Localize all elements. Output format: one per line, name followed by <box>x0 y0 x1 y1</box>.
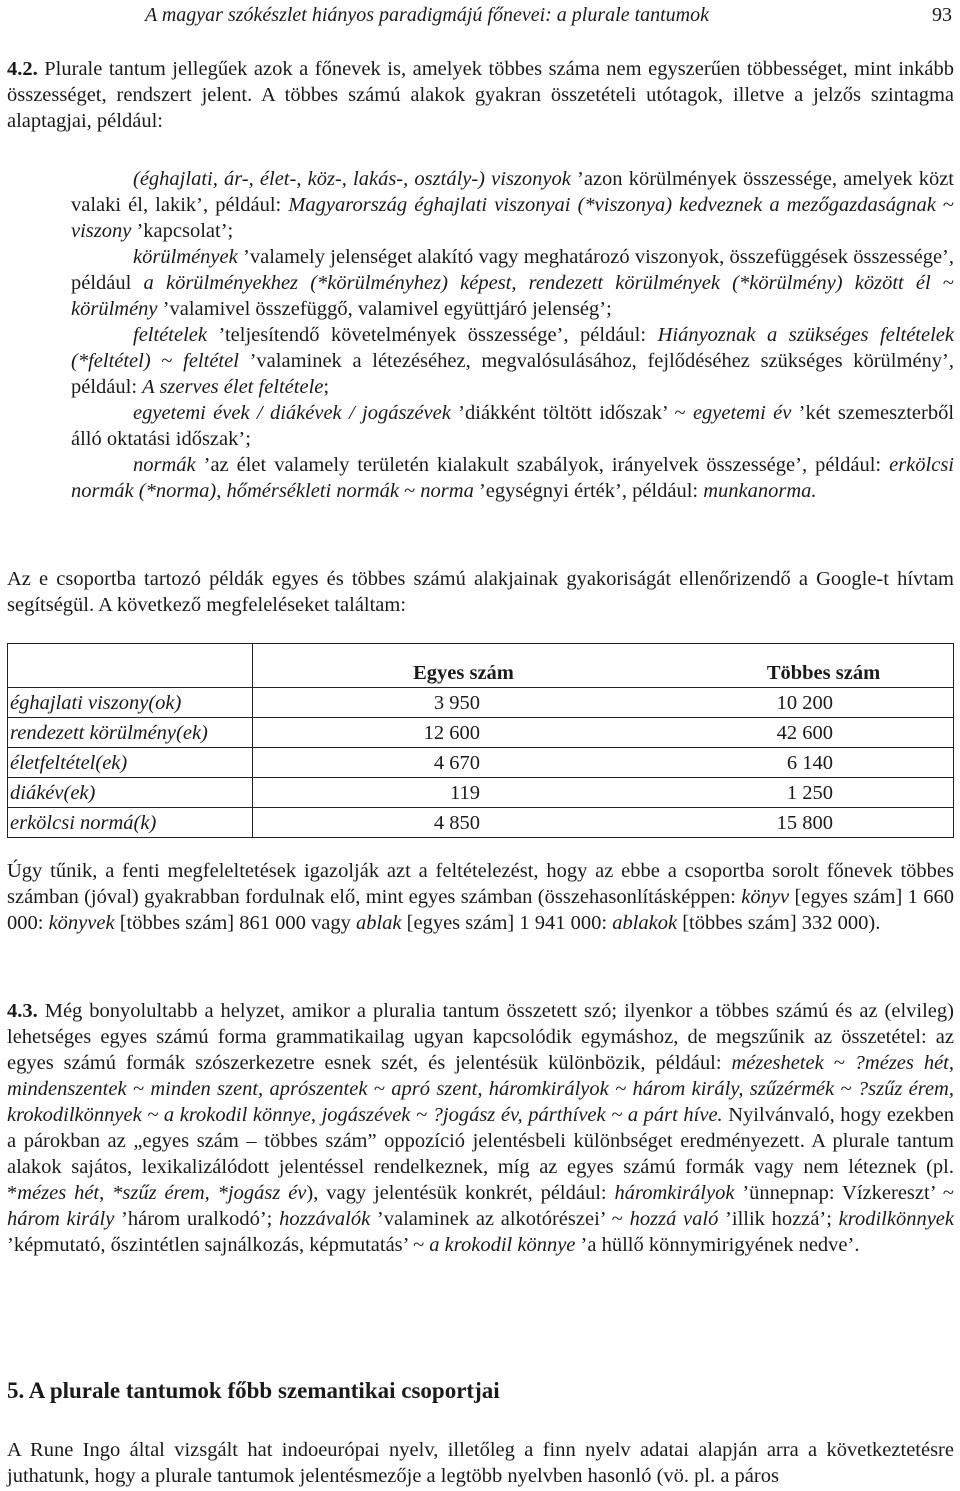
table-spacer-row <box>8 644 954 659</box>
entry-text: ’egységnyi érték’, például: <box>473 480 704 502</box>
entry-headword: egyetemi évek / diákévek / jogászévek <box>133 402 451 424</box>
table-header-row <box>8 658 954 688</box>
list-item <box>71 400 954 452</box>
table-cell-term: diákév(ek) <box>8 778 253 808</box>
entry-text: ’teljesítendő követelmények összessége’, például: <box>206 324 658 346</box>
entry-example: Hiányoznak a szükséges feltételek (*feltétel) <box>71 324 954 372</box>
google-paragraph: Az e csoportba tartozó példák egyes és többes számú alakjainak gyakoriságát ellenőrizendő a Google-t hívtam segítségül. A következő megfeleléseket találtam: <box>7 568 954 616</box>
table-cell-plural: 15 800 <box>656 808 954 838</box>
table-row <box>8 688 954 718</box>
section-number: 4.3. <box>7 1000 38 1022</box>
entry-example: viszony <box>71 220 132 242</box>
section-4-2-paragraph <box>7 56 954 134</box>
table-header-plural: Többes szám <box>766 661 881 684</box>
entry-example: a körülményekhez (*körülményhez) képest, rendezett körülmények (*körülmény) között él <box>143 272 931 294</box>
section-number: 4.2. <box>7 58 38 80</box>
table-cell-term: erkölcsi normá(k) <box>8 808 253 838</box>
table-cell-singular: 12 600 <box>253 718 657 748</box>
table-header-cell <box>8 658 253 688</box>
entry-text: ’azon körülmények összessége, amelyek közt valaki él, lakik’, például: <box>71 168 954 216</box>
section-5-paragraph: A Rune Ingo által vizsgált hat indoeurópai nyelv, illetőleg a finn nyelv adatai alapján arra a következtetésre juthatunk, hogy a plurale tantumok jelentésmezője a legtöbb nyelvben hasonló (vö. pl. a páros <box>7 1439 954 1487</box>
entry-text: ~ <box>930 272 954 294</box>
entry-text: ~ <box>150 350 184 372</box>
entry-text: ’valaminek a létezéséhez, megvalósulásához, fejlődéséhez szükséges körülmény’, például: <box>71 350 954 398</box>
entry-headword: körülmények <box>133 246 238 268</box>
entry-headword: (éghajlati, ár-, élet-, köz-, lakás-, osztály-) viszonyok <box>133 168 571 190</box>
entry-headword: normák <box>133 454 196 476</box>
table-cell-singular: 3 950 <box>253 688 657 718</box>
entry-text: ; <box>323 376 330 398</box>
entry-example: körülmény <box>71 298 158 320</box>
list-item <box>71 166 954 244</box>
table-cell-singular: 119 <box>253 778 657 808</box>
table-cell-plural: 42 600 <box>656 718 954 748</box>
header-title: A magyar szókészlet hiányos paradigmájú főnevei: a plurale tantumok <box>145 4 710 26</box>
entry-text: ’diákként töltött időszak’ ~ <box>450 402 693 424</box>
entry-headword: feltételek <box>133 324 207 346</box>
entry-example: egyetemi év <box>692 402 792 424</box>
entry-example: erkölcsi normák (*norma), hőmérsékleti normák <box>71 454 954 502</box>
entry-text: ~ <box>398 480 421 502</box>
list-item <box>71 244 954 322</box>
example-list <box>71 166 954 504</box>
entry-example: Magyarország éghajlati viszonyai (*viszonya) kedveznek a mezőgazdaságnak <box>288 194 936 216</box>
entry-text: ’valamivel összefüggő, valamivel együttjáró jelenség’; <box>157 298 612 320</box>
entry-text: ’kapcsolat’; <box>131 220 234 242</box>
frequency-table <box>7 643 954 838</box>
table-header-singular: Egyes szám <box>413 661 514 684</box>
entry-text: ’két szemeszterből álló oktatási időszak’; <box>71 402 955 450</box>
comparison-paragraph: Úgy tűnik, a fenti megfeleltetések igazolják azt a feltételezést, hogy az ebbe a csoportba sorolt főnevek többes számban (jóval) gyakrabban fordulnak elő, mint egyes számban (összehasonlításképpen: könyv [egyes szám] 1 660 000: könyvek [többes szám] 861 000 vagy ablak [egyes szám] 1 941 000: ablakok [többes szám] 332 000). <box>7 860 955 934</box>
table-cell-plural: 1 250 <box>656 778 954 808</box>
list-item <box>71 322 954 400</box>
table-cell-term: rendezett körülmény(ek) <box>8 718 253 748</box>
running-header <box>7 2 954 30</box>
table-row <box>8 778 954 808</box>
table-cell-term: éghajlati viszony(ok) <box>8 688 253 718</box>
list-item <box>71 452 954 504</box>
entry-text: ’valamely jelenséget alakító vagy meghatározó viszonyok, összefüggések összessége’, például <box>71 246 954 294</box>
entry-example: norma <box>420 480 474 502</box>
section-5-heading: 5. A plurale tantumok főbb szemantikai csoportjai <box>7 1378 500 1403</box>
entry-example: munkanorma. <box>703 480 817 502</box>
table-row <box>8 748 954 778</box>
section-4-3-paragraph: 4.3. Még bonyolultabb a helyzet, amikor a pluralia tantum összetett szó; ilyenkor a többes számú és az (elvileg) lehetséges egyes számú forma grammatikailag ugyan kapcsolódik egymáshoz, de megszűnik az összetétel: az egyes számú formák szószerkezetre esnek szét, és jelentésük különbözik, például: mézeshetek ~ ?mézes hét, mindenszentek ~ minden szent, aprószentek ~ apró szent, háromkirályok ~ három király, szűzérmék ~ ?szűz érem, krokodilkönnyek ~ a krokodil könnye, jogászévek ~ ?jogász év, párthívek ~ a párt híve. Nyilvánvaló, hogy ezekben a párokban az „egyes szám – többes szám” oppozíció jelentésbeli különbséget eredményezett. A plurale tantum alakok sajátos, lexikalizálódott jelentéssel rendelkeznek, míg az egyes számú formák vagy nem léteznek (pl. *mézes hét, *szűz érem, *jogász év), vagy jelentésük konkrét, például: háromkirályok ’ünnepnap: Vízkereszt’ ~ három király ’három uralkodó’; hozzávalók ’valaminek az alkotórészei’ ~ hozzá való ’illik hozzá’; krodilkönnyek ’képmutató, őszintétlen sajnálkozás, képmutatás’ ~ a krokodil könnye ’a hüllő könnymirigyének nedve’. <box>7 1000 955 1256</box>
table-row <box>8 718 954 748</box>
entry-example: feltétel <box>183 350 239 372</box>
table-cell-plural: 10 200 <box>656 688 954 718</box>
entry-text: ~ <box>935 194 955 216</box>
table-cell-plural: 6 140 <box>656 748 954 778</box>
entry-example: A szerves élet feltétele <box>142 376 324 398</box>
page-number: 93 <box>932 4 952 26</box>
table-cell-term: életfeltétel(ek) <box>8 748 253 778</box>
table-cell-singular: 4 850 <box>253 808 657 838</box>
table-cell-singular: 4 670 <box>253 748 657 778</box>
section-4-2-text: Plurale tantum jellegűek azok a főnevek is, amelyek többes száma nem egyszerűen többességet, mint inkább összességet, rendszert jelent. A többes számú alakok gyakran összetételi utótagok, illetve a jelzős szintagma alaptagjai, például: <box>7 58 954 132</box>
entry-text: ’az élet valamely területén kialakult szabályok, irányelvek összessége’, például: <box>195 454 890 476</box>
table-row <box>8 808 954 838</box>
